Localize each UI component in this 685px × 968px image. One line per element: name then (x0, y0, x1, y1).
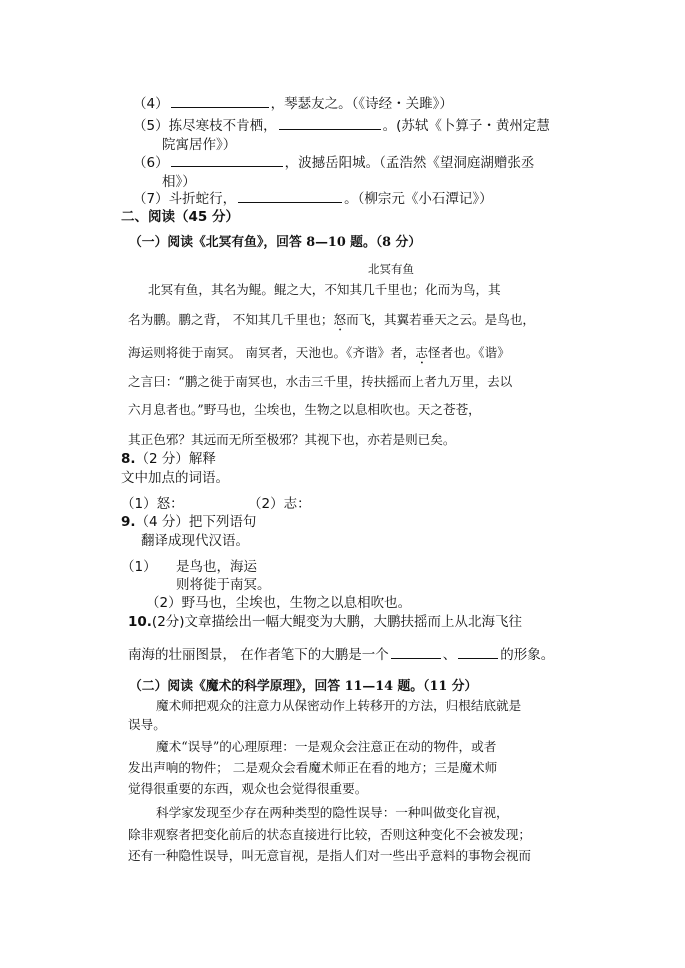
question-number: 9. (121, 514, 136, 530)
passage-text: 海运则将徙于南冥。 南冥者，天池也。《齐谐》者， (128, 345, 416, 360)
question-7 (133, 193, 493, 207)
question-number: 8. (121, 451, 136, 467)
question-9 (121, 516, 256, 530)
passage-line: 发出声响的物件； 二是观众会看魔术师正在看的地方；三是魔术师 (128, 760, 498, 775)
question-4 (133, 98, 453, 112)
dotted-word: 志 (415, 345, 428, 360)
passage-text: 而飞，其翼若垂天之云。是鸟也， (346, 312, 536, 327)
question-text: (2分)文章描绘出一幅大鲲变为大鹏，大鹏扶摇而上从北海飞往 (151, 614, 523, 630)
question-text: 南海的壮丽图景， 在作者笔下的大鹏是一个 (128, 647, 389, 663)
passage-line: 魔术“误导”的心理原理：一是观众会注意正在动的物件，或者 (156, 739, 497, 754)
question-number: （5） (133, 118, 169, 134)
question-8 (121, 453, 216, 467)
passage-line: 除非观察者把变化前后的状态直接进行比较，否则这种变化不会被发现； (128, 827, 531, 842)
question-text: 拣尽寒枝不肯栖， (168, 118, 277, 134)
question-text: 。(苏轼《卜算子・黄州定慧 (382, 118, 550, 134)
separator-text: 、 (442, 647, 457, 663)
question-text: （2 分）解释 (135, 451, 216, 467)
question-text: 斗折蛇行， (168, 191, 237, 207)
question-5-continued: 院寓居作》） (162, 137, 237, 153)
question-text: ，波撼岳阳城。（孟浩然《望洞庭湖赠张丞 (284, 155, 535, 171)
question-9-item-2: （2）野马也，尘埃也，生物之以息相吹也。 (146, 595, 412, 611)
question-6 (133, 157, 534, 171)
question-9-item-1-line-2: 则将徙于南冥。 (176, 577, 271, 593)
question-text: （4 分）把下列语句 (135, 514, 257, 530)
question-8-item-2: （2）志： (248, 496, 311, 512)
question-number: （6） (133, 155, 169, 171)
question-number: （7） (133, 191, 169, 207)
question-8-item-1: （1）怒： (121, 496, 184, 512)
question-5 (133, 120, 550, 134)
question-6-continued: 相》） (162, 174, 196, 190)
passage-line: 六月息者也。”野马也，尘埃也，生物之以息相吹也。天之苍苍， (128, 402, 481, 417)
answer-blank[interactable] (391, 657, 441, 659)
passage-line (128, 345, 510, 367)
question-9-continued: 翻译成现代汉语。 (141, 533, 249, 549)
reading-1-heading: （一）阅读《北冥有鱼》，回答 8—10 题。（8 分） (129, 235, 422, 250)
answer-blank[interactable] (171, 106, 269, 108)
answer-blank[interactable] (458, 657, 498, 659)
question-text: 。（柳宗元《小石潭记》） (344, 191, 493, 207)
dotted-word: 怒 (333, 312, 347, 327)
answer-blank[interactable] (279, 128, 381, 130)
passage-line: 其正色邪？其远而无所至极邪？其视下也，亦若是则已矣。 (128, 432, 456, 447)
question-9-item-1-number: （1） (121, 559, 157, 575)
passage-text: 怪者也。《谐》 (427, 345, 510, 360)
answer-blank[interactable] (171, 165, 283, 167)
question-10-continued (128, 649, 554, 663)
question-10 (128, 616, 522, 630)
passage-text: 名为鹏。鹏之背， 不知其几千里也； (128, 312, 334, 327)
passage-line: 魔术师把观众的注意力从保密动作上转移开的方法，归根结底就是 (156, 698, 522, 713)
question-9-item-1-line-1: 是鸟也，海运 (176, 559, 257, 575)
question-8-continued: 文中加点的词语。 (121, 470, 229, 486)
reading-2-heading: （二）阅读《魔术的科学原理》，回答 11—14 题。（11 分） (129, 679, 478, 694)
passage-title: 北冥有鱼 (368, 262, 414, 276)
passage-line: 北冥有鱼，其名为鲲。鲲之大，不知其几千里也；化而为鸟，其 (148, 282, 501, 297)
question-text: 的形象。 (500, 647, 555, 663)
passage-line: 还有一种隐性误导，叫无意盲视，是指人们对一些出乎意料的事物会视而 (128, 848, 531, 863)
passage-line (128, 312, 535, 334)
passage-line: 科学家发现至少存在两种类型的隐性误导：一种叫做变化盲视， (156, 805, 509, 820)
question-text: ，琴瑟友之。（《诗经・关雎》） (270, 96, 453, 112)
passage-line: 之言曰：“鹏之徙于南冥也，水击三千里，抟扶摇而上者九万里，去以 (128, 374, 513, 389)
question-number: （4） (133, 96, 169, 112)
passage-line: 觉得很重要的东西，观众也会觉得很重要。 (128, 781, 368, 796)
passage-line: 误导。 (128, 717, 166, 732)
answer-blank[interactable] (238, 201, 342, 203)
section-heading: 二、阅读（45 分） (121, 209, 239, 225)
question-number: 10. (128, 614, 152, 630)
